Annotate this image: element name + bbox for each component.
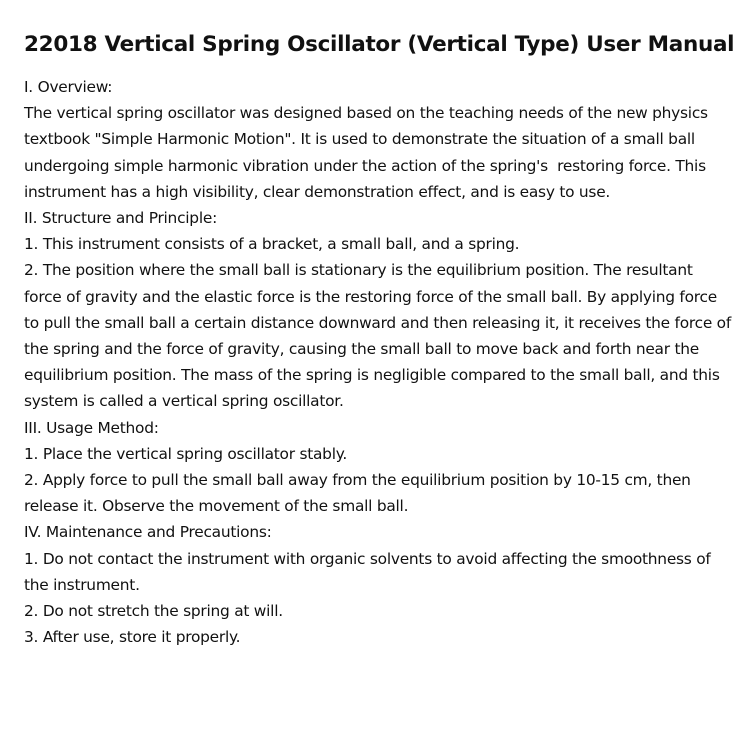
structure-item-1: 1. This instrument consists of a bracket, a small ball, and a spring. <box>24 235 520 254</box>
section-maintenance <box>24 519 732 650</box>
maintenance-item-2: 2. Do not stretch the spring at will. <box>24 602 283 621</box>
overview-paragraph: The vertical spring oscillator was designed based on the teaching needs of the new physics textbook "Simple Harmonic Motion". It is used to demonstrate the situation of a small ball undergoing simple harmonic vibration under the action of the spring's restoring force. This instrument has a high visibility, clear demonstration effect, and is easy to use. <box>24 104 713 201</box>
section-heading-maintenance: IV. Maintenance and Precautions: <box>24 523 272 542</box>
section-structure <box>24 205 732 415</box>
section-heading-structure: II. Structure and Principle: <box>24 209 218 228</box>
usage-item-1: 1. Place the vertical spring oscillator stably. <box>24 444 348 463</box>
manual-title: 22018 Vertical Spring Oscillator (Vertical Type) User Manual <box>24 32 735 57</box>
section-heading-usage: III. Usage Method: <box>24 418 159 437</box>
maintenance-item-3: 3. After use, store it properly. <box>24 628 241 647</box>
section-overview <box>24 74 732 205</box>
section-usage <box>24 415 732 520</box>
maintenance-item-1: 1. Do not contact the instrument with organic solvents to avoid affecting the smoothness of the instrument. <box>24 549 711 594</box>
section-heading-overview: I. Overview: <box>24 78 113 96</box>
manual-body <box>24 74 732 650</box>
structure-item-2: 2. The position where the small ball is stationary is the equilibrium position. The resultant force of gravity and the elastic force is the restoring force of the small ball. By applying force to pull the small ball a certain distance downward and then releasing it, it receives the force of the spring and the force of gravity, causing the small ball to move back and forth near the equilibrium position. The mass of the spring is negligible compared to the small ball, and this system is called a vertical spring oscillator. <box>24 261 732 411</box>
usage-item-2: 2. Apply force to pull the small ball away from the equilibrium position by 10-15 cm, then release it. Observe the movement of the small ball. <box>24 471 691 516</box>
